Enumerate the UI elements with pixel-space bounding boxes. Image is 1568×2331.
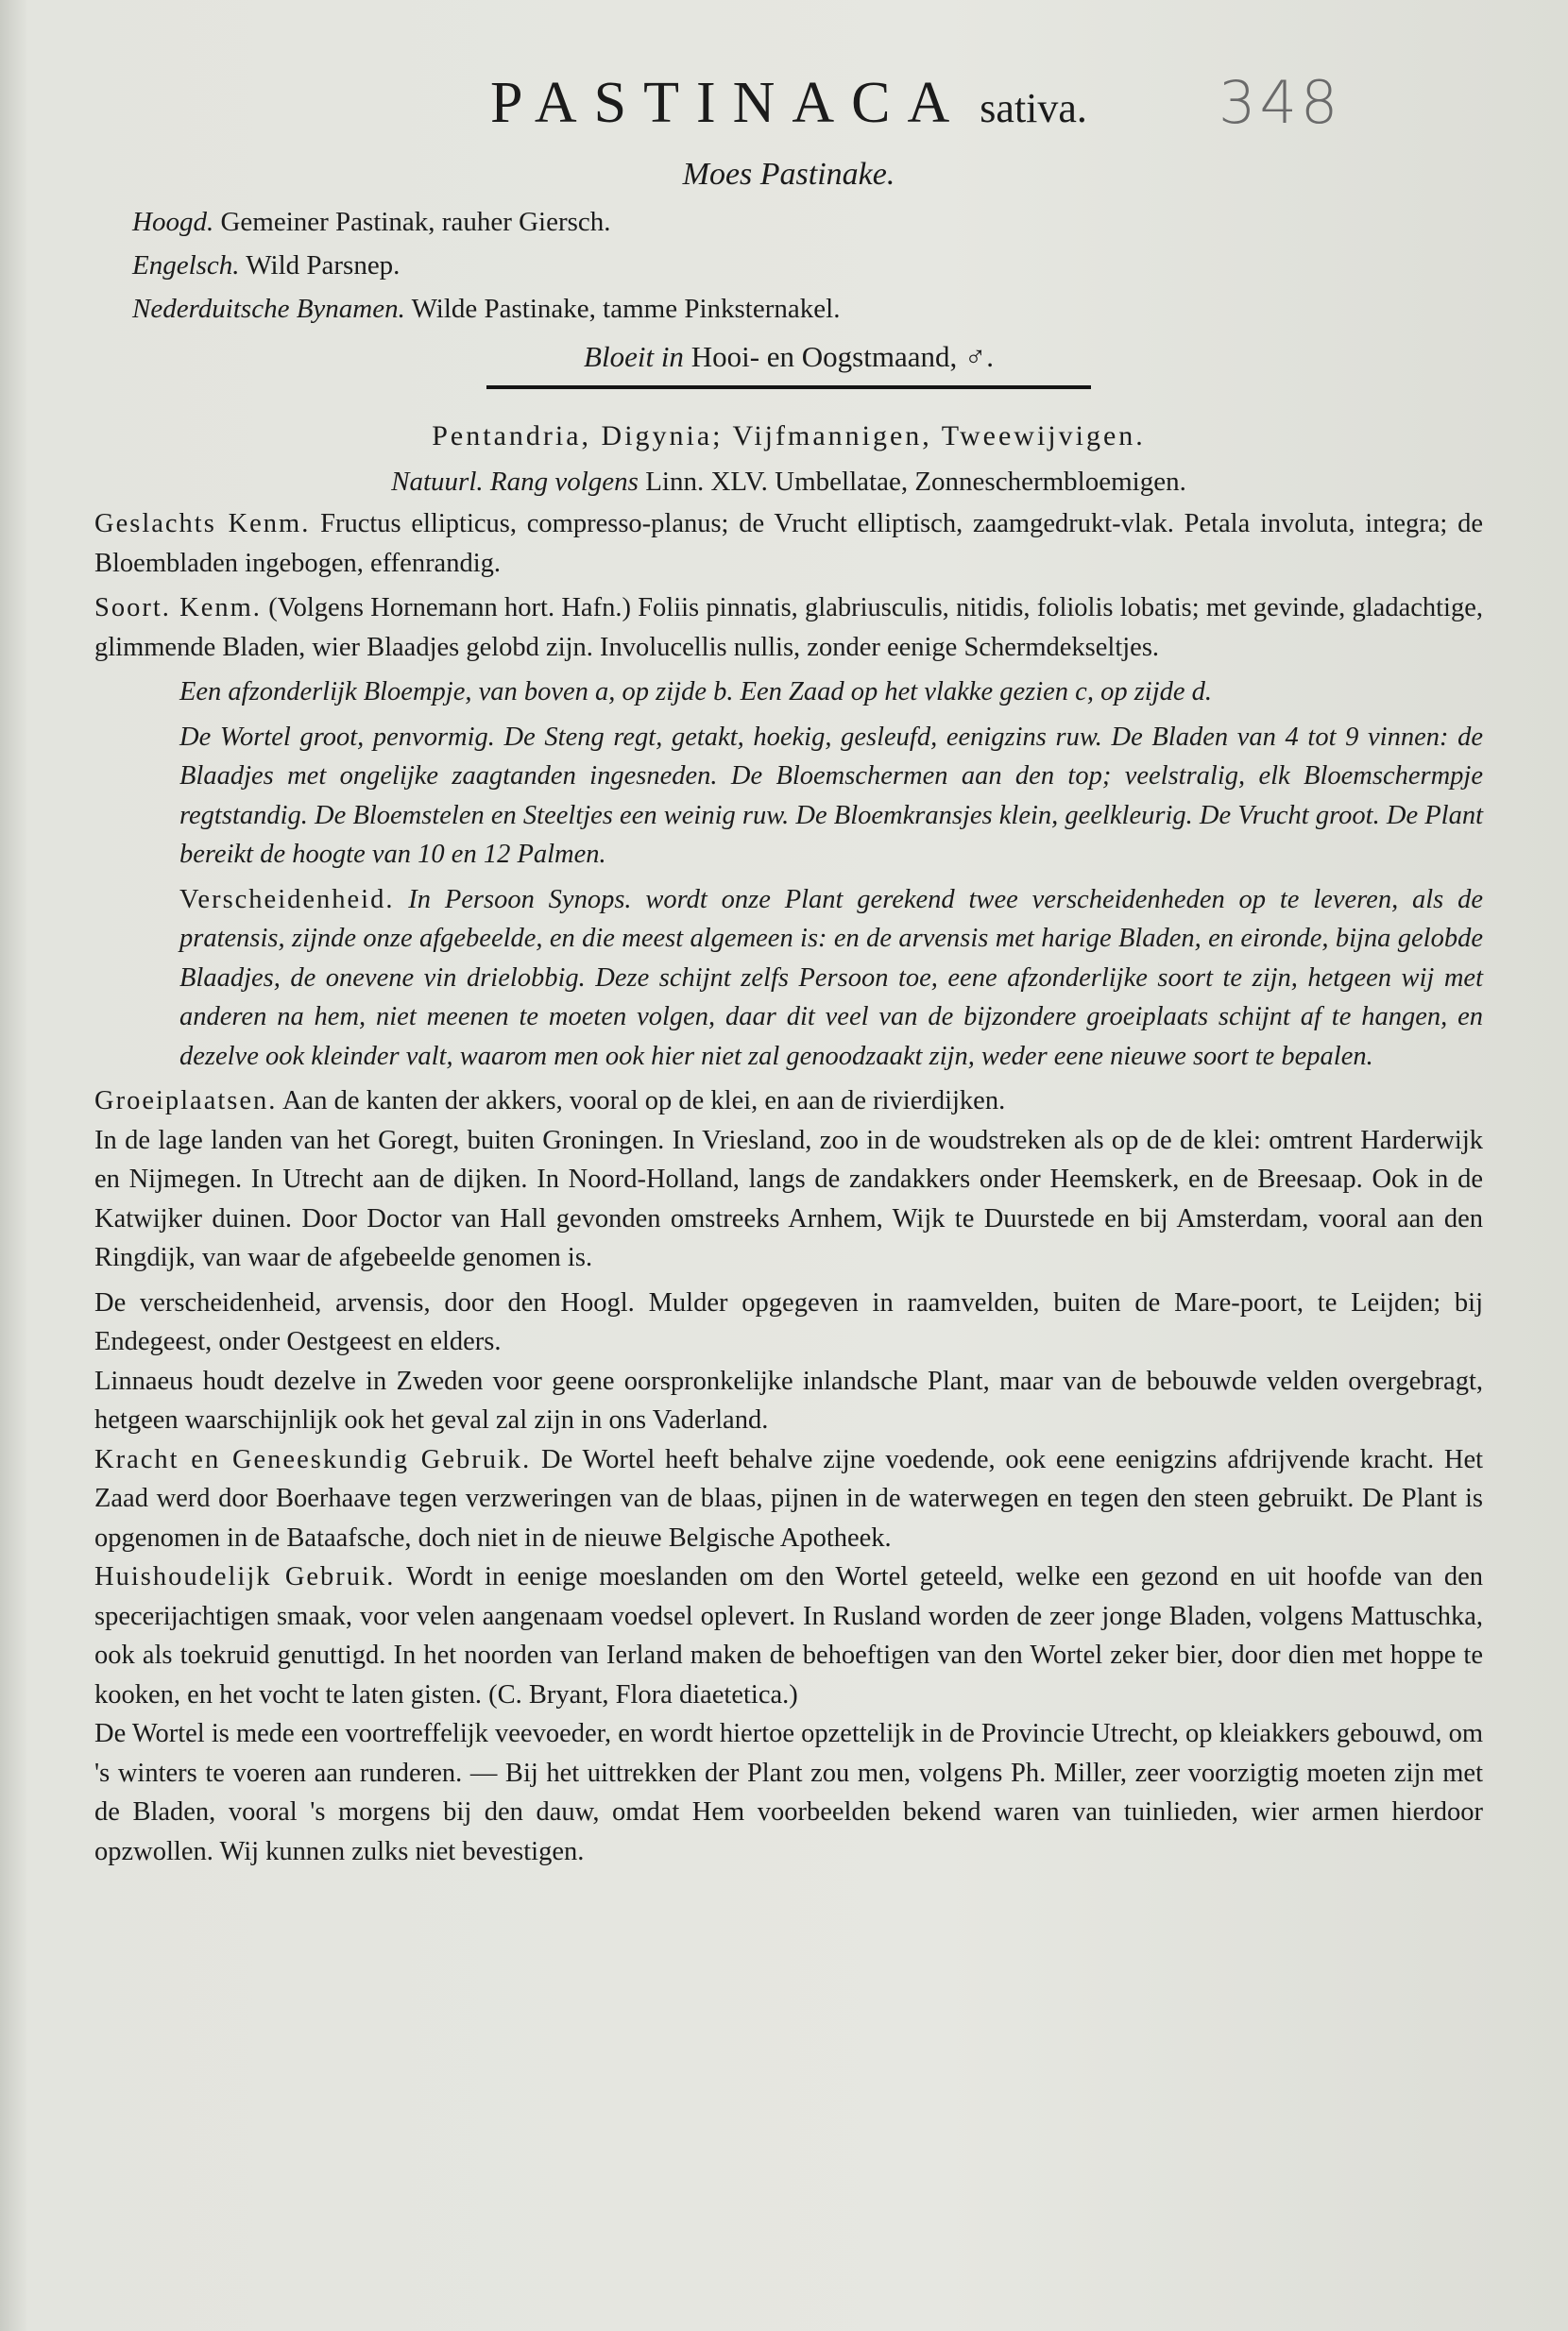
synonym-list <box>94 200 1483 331</box>
flowering-time <box>94 340 1483 374</box>
synonym-text: Gemeiner Pastinak, rauher Giersch. <box>220 207 611 237</box>
medicinal-use-text: De Wortel heeft behalve zijne voedende, ook eene eenigzins afdrijvende kracht. Het Zaad werd door Boerhaave tegen verzweringen van de blaas, pijnen in de waterwegen en tegen den steen gebruikt. De Plant is opgenomen in de Bataafsche, doch niet in de nieuwe Belgische Apotheek. <box>94 1444 1484 1553</box>
flowering-label: Bloeit in <box>584 340 684 373</box>
plant-description: De Wortel groot, penvormig. De Steng regt, getakt, hoekig, gesleufd, eenigzins ruw. De Bladen van 4 tot 9 vinnen: de Blaadjes met ongelijke zaagtanden ingesneden. De Bloemschermen aan den top; veelstralig, elk Bloemschermpje regtstandig. De Bloemstelen en Steeltjes een weinig ruw. De Bloemkransjes klein, geelkleurig. De Vrucht groot. De Plant bereikt de hoogte van 10 en 12 Palmen. <box>179 722 1483 869</box>
synonym-text: Wild Parsnep. <box>246 250 401 281</box>
varieties-section <box>94 880 1483 1077</box>
handwritten-page-number: 348 <box>1219 68 1342 137</box>
household-use-text: Wordt in eenige moeslanden om den Wortel geteeld, welke een gezond en uit hoofde van den specerijachtigen smaak, voor velen aangenaam voedsel oplevert. In Rusland worden de zeer jonge Bladen, volgens Mattuschka, ook als toekruid genuttigd. In het noorden van Ierland maken de behoeftigen van den Wortel zeker bier, door dien met hoppe te kooken, en het vocht te laten gisten. (C. Bryant, Flora diaetetica.) <box>94 1562 1483 1710</box>
medicinal-use-label: Kracht en Geneeskundig Gebruik. <box>94 1444 532 1474</box>
synonym-item <box>132 244 1483 287</box>
household-use-label: Huishoudelijk Gebruik. <box>94 1562 396 1591</box>
linnaeus-note: Linnaeus houdt dezelve in Zweden voor geene oorspronkelijke inlandsche Plant, maar van de bebouwde velden overgebragt, hetgeen waarschijnlijk ook het geval zal zijn in ons Vaderland. <box>94 1366 1483 1435</box>
biennial-symbol: ♂. <box>963 340 994 373</box>
divider-rule <box>486 385 1091 389</box>
household-use-section <box>94 1557 1483 1714</box>
synonym-lang: Engelsch. <box>132 250 240 281</box>
linnaean-class: Pentandria, Digynia; Vijfmannigen, Tweewijvigen. <box>432 420 1146 451</box>
fodder-note: De Wortel is mede een voortreffelijk veevoeder, en wordt hiertoe opzettelijk in de Provincie Utrecht, op kleiakkers gebouwd, om 's winters te voeren aan runderen. — Bij het uittrekken der Plant zou men, volgens Ph. Miller, zeer voorzigtig moeten zijn met de Bladen, vooral 's morgens bij den dauw, omdat Hem voorbeelden bekend waren van tuinlieden, wier armen hierdoor opzwollen. Wij kunnen zulks niet bevestigen. <box>94 1719 1483 1866</box>
genus-characters <box>94 504 1483 583</box>
natural-order-text: Linn. XLV. Umbellatae, Zonneschermbloemigen. <box>645 467 1186 497</box>
varieties-label: Verscheidenheid. <box>179 884 395 914</box>
habitats-text: Aan de kanten der akkers, vooral op de klei, en aan de rivierdijken. <box>281 1086 1006 1115</box>
figure-legend: Een afzonderlijk Bloempje, van boven a, op zijde b. Een Zaad op het vlakke gezien c, op zijde d. <box>179 677 1213 706</box>
habitats-locations: In de lage landen van het Goregt, buiten Groningen. In Vriesland, zoo in de woudstreken als op de de klei: omtrent Harderwijk en Nijmegen. In Utrecht aan de dijken. In Noord-Holland, langs de zandakkers onder Heemskerk, en de Breesaap. Ook in de Katwijker duinen. Door Doctor van Hall gevonden omstreeks Arnhem, Wijk te Duurstede en bij Amsterdam, vooral aan den Ringdijk, van waar de afgebeelde genomen is. <box>94 1125 1483 1272</box>
flowering-months: Hooi- en Oogstmaand, <box>690 340 958 373</box>
genus-name: PASTINACA <box>490 71 967 135</box>
habitats-label: Groeiplaatsen. <box>94 1086 278 1115</box>
species-characters-text: (Volgens Hornemann hort. Hafn.) Foliis pinnatis, glabriusculis, nitidis, foliolis lobatis; met gevinde, gladachtige, glimmende Bladen, wier Blaadjes gelobd zijn. Involucellis nullis, zonder eenige Schermdekseltjes. <box>94 593 1483 662</box>
synonym-lang: Nederduitsche Bynamen. <box>132 294 405 324</box>
varieties-text: In Persoon Synops. wordt onze Plant gerekend twee verscheidenheden op te leveren, als de pratensis, zijnde onze afgebeelde, en die meest algemeen is: en de arvensis met harige Bladen, en eironde, bijna gelobde Blaadjes, de onevene vin drielobbig. Deze schijnt zelfs Persoon toe, eene afzonderlijke soort te zijn, hetgeen wij met anderen na hem, niet meenen te moeten volgen, daar dit veel van de bijzondere groeiplaats schijnt af te hangen, en dezelve ook kleinder valt, waarom men ook hier niet zal genoodzaakt zijn, weder eene nieuwe soort te bepalen. <box>179 884 1484 1071</box>
synonym-item <box>132 200 1483 244</box>
natural-order <box>94 459 1483 504</box>
synonym-text: Wilde Pastinake, tamme Pinksternakel. <box>411 294 841 324</box>
habitats-section <box>94 1081 1483 1121</box>
genus-characters-label: Geslachts Kenm. <box>94 509 311 538</box>
synonym-item <box>132 287 1483 331</box>
synonym-lang: Hoogd. <box>132 207 214 237</box>
medicinal-use-section <box>94 1440 1483 1558</box>
species-characters-label: Soort. Kenm. <box>94 593 262 622</box>
species-characters <box>94 588 1483 667</box>
common-name: Moes Pastinake. <box>682 157 895 192</box>
natural-order-label: Natuurl. Rang volgens <box>391 467 639 497</box>
arvensis-locations: De verscheidenheid, arvensis, door den Hoogl. Mulder opgegeven in raamvelden, buiten de Mare-poort, te Leijden; bij Endegeest, onder Oestgeest en elders. <box>94 1287 1483 1356</box>
genus-characters-text: Fructus ellipticus, compresso-planus; de Vrucht elliptisch, zaamgedrukt-vlak. Petala involuta, integra; de Bloembladen ingebogen, effenrandig. <box>94 509 1483 578</box>
species-name: sativa. <box>980 85 1087 131</box>
